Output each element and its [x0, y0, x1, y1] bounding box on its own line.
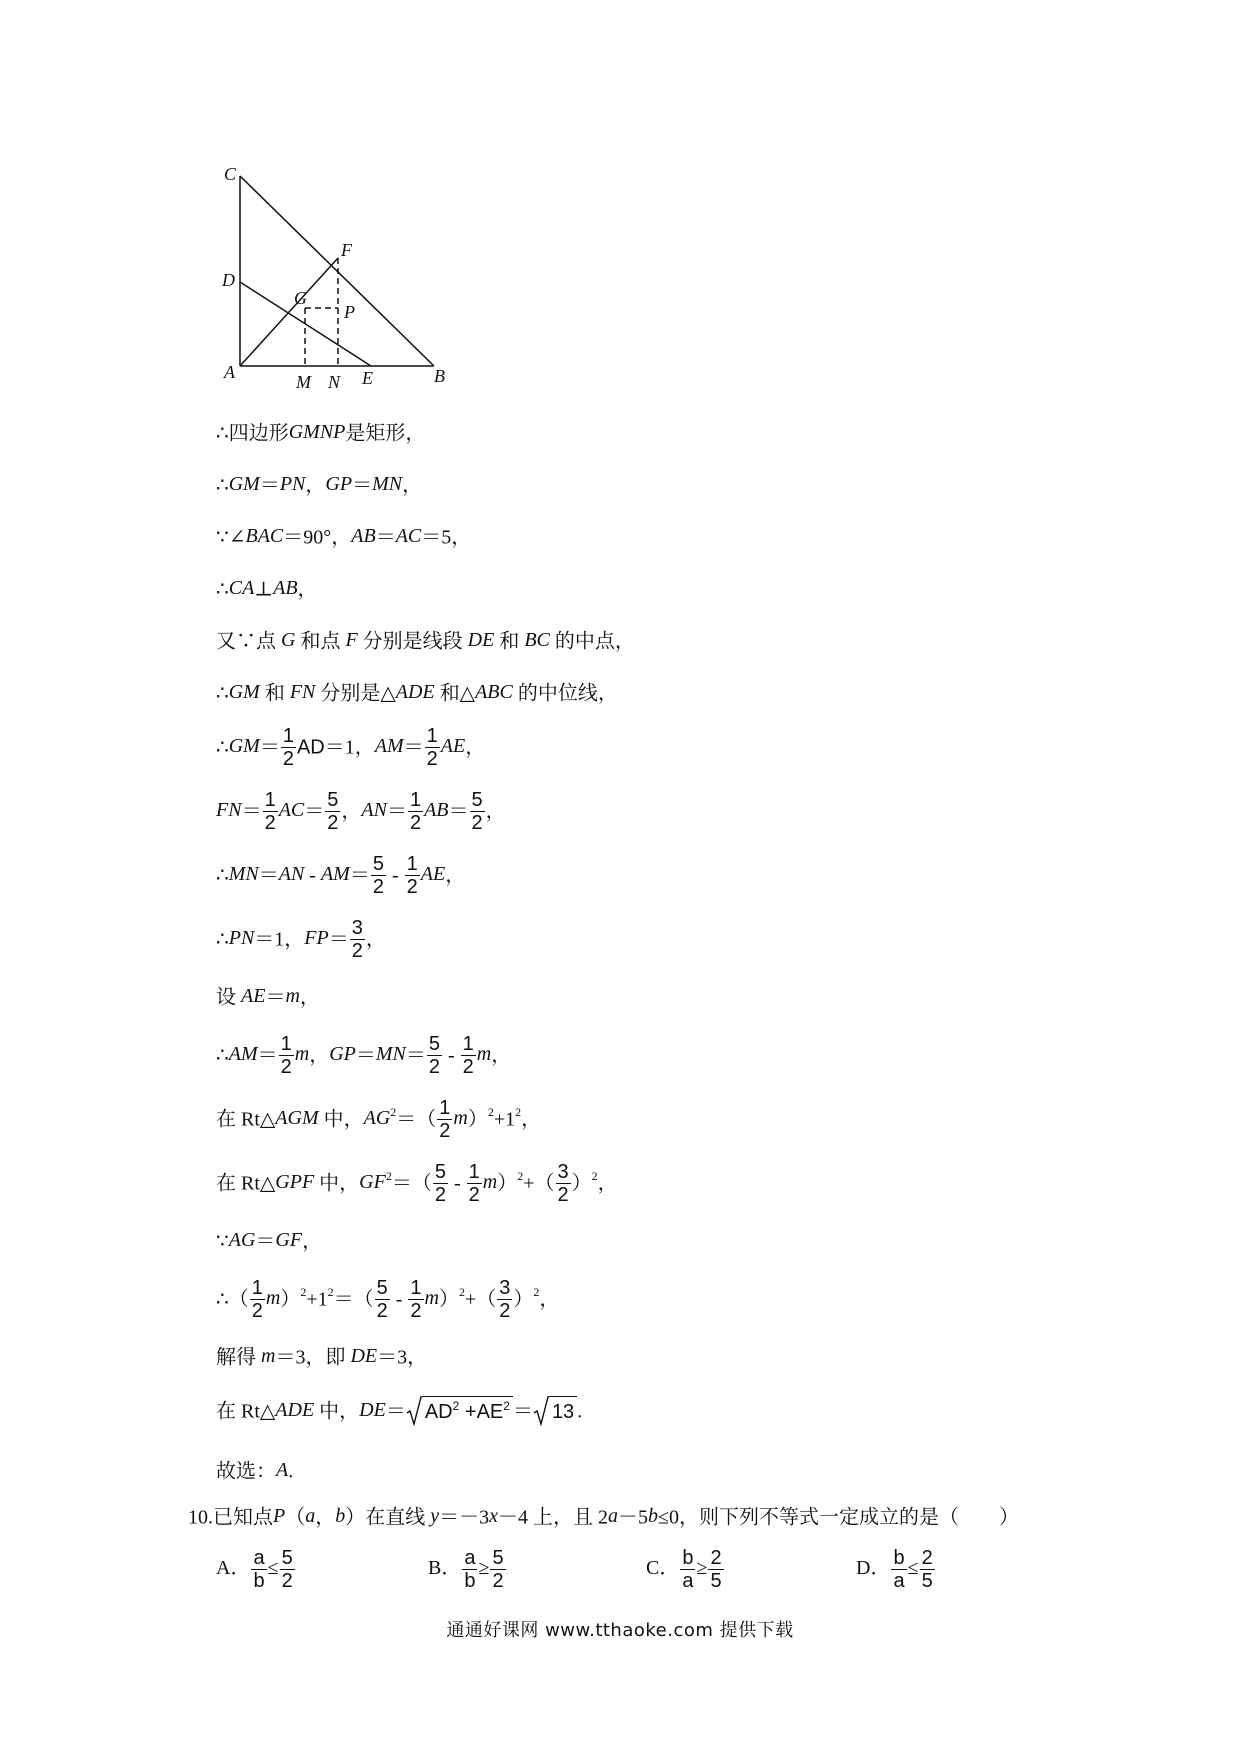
step-solve: 解得 m＝3，即 DE＝3，	[216, 1345, 428, 1369]
question-10: 10.已知点P（a，b）在直线 y＝－3x－4 上，且 2a－5b≤0，则下列不等式一定成立的是（ ）	[188, 1505, 1019, 1529]
step-fn-an: FN＝ $\frac{1}{2}$ AC＝ $\frac{5}{2}$ ，AN＝ $\frac{1}{2}$ AB＝ $\frac{5}{2}$ ，	[216, 788, 506, 834]
fraction: $\frac{1}{2}$	[251, 1276, 263, 1322]
fraction: $\frac{5}{2}$	[434, 1160, 446, 1206]
option-b[interactable]: B． $\frac{a}{b}$ ≥ $\frac{5}{2}$	[428, 1546, 504, 1592]
step-answer: 故选：A.	[216, 1459, 294, 1483]
label-d: D	[222, 270, 235, 290]
fraction: $\frac{1}{2}$	[409, 788, 422, 834]
square-root: 13	[533, 1396, 577, 1426]
segment-af	[240, 258, 338, 366]
step-gf-squared: 在 Rt△GPF 中，$GF^2=$（ $\frac{5}{2}$ - $\frac{1}{2}$ m）$^2$+（ $\frac{3}{2}$ ）$^2$，	[216, 1160, 618, 1206]
fraction: $\frac{5}{2}$	[376, 1276, 388, 1322]
fraction: $\frac{1}{2}$	[468, 1160, 480, 1206]
geometry-figure	[220, 160, 460, 400]
label-b: B	[434, 366, 445, 386]
label-f: F	[341, 240, 352, 260]
step-ag-squared: 在 Rt△AGM 中，$AG^2=$（ $\frac{1}{2}$ $m)^2+1^2$，	[216, 1096, 542, 1142]
fraction: $\frac{1}{2}$	[410, 1276, 422, 1322]
fraction: $\frac{5}{2}$	[471, 788, 483, 834]
label-a: A	[224, 362, 235, 382]
step-pn-fp: ∴PN＝1，FP＝ $\frac{3}{2}$ ，	[216, 916, 386, 962]
label-n: N	[328, 372, 341, 392]
fraction: $\frac{a}{b}$	[253, 1546, 265, 1592]
step-let-ae: 设 AE＝m，	[216, 985, 320, 1009]
label-c: C	[224, 164, 237, 184]
step-mn: ∴MN＝AN - AM＝ $\frac{5}{2}$ - $\frac{1}{2}$ AE，	[216, 852, 466, 898]
step-ag-eq-gf: ∵AG＝GF，	[216, 1229, 323, 1253]
fraction: $\frac{3}{2}$	[499, 1276, 511, 1322]
step-gm-am: ∴GM＝ $\frac{1}{2}$ AD＝1，AM＝ $\frac{1}{2}$ AE，	[216, 724, 486, 770]
option-a[interactable]: A． $\frac{a}{b}$ ≤ $\frac{5}{2}$	[216, 1546, 293, 1592]
label-m: M	[296, 372, 311, 392]
fraction: $\frac{1}{2}$	[280, 1032, 292, 1078]
fraction: $\frac{3}{2}$	[557, 1160, 569, 1206]
radical-sign-icon	[533, 1396, 549, 1426]
step-midpoints: 又∵点 G 和点 F 分别是线段 DE 和 BC 的中点，	[216, 629, 635, 653]
fraction: $\frac{a}{b}$	[464, 1546, 476, 1592]
label-p: P	[344, 302, 355, 322]
fraction: $\frac{1}{2}$	[264, 788, 276, 834]
segment-cb	[240, 176, 434, 366]
step-given-angle: ∵∠BAC＝90°，AB＝AC＝5，	[216, 525, 472, 549]
step-am-gp: ∴AM＝ $\frac{1}{2}$ m，GP＝MN＝ $\frac{5}{2}$ - $\frac{1}{2}$ m，	[216, 1032, 512, 1078]
step-equation: ∴（ $\frac{1}{2}$ $m)^2+1^2=$（ $\frac{5}{2}$ - $\frac{1}{2}$ m）$^2$+（ $\frac{3}{2}$ ）$^2$，	[216, 1276, 560, 1322]
fraction: $\frac{b}{a}$	[682, 1546, 694, 1592]
fraction: $\frac{5}{2}$	[492, 1546, 504, 1592]
fraction: $\frac{1}{2}$	[282, 724, 294, 770]
radical-sign-icon	[406, 1396, 422, 1426]
step-perpendicular: ∴CA⊥AB，	[216, 577, 318, 601]
fraction: $\frac{1}{2}$	[426, 724, 438, 770]
fraction: $\frac{5}{2}$	[428, 1032, 440, 1078]
step-midlines: ∴GM 和 FN 分别是△ADE 和△ABC 的中位线，	[216, 681, 618, 705]
fraction: $\frac{3}{2}$	[351, 916, 363, 962]
option-d[interactable]: D． $\frac{b}{a}$ ≤ $\frac{2}{5}$	[856, 1546, 933, 1592]
fraction: $\frac{2}{5}$	[921, 1546, 933, 1592]
fraction: $\frac{1}{2}$	[439, 1096, 451, 1142]
fraction: $\frac{2}{5}$	[710, 1546, 722, 1592]
step-de-result: 在 Rt△ADE 中，DE＝ $AD^2 +AE^2$ ＝ 13 .	[216, 1384, 582, 1436]
step-rectangle: ∴四边形GMNP是矩形，	[216, 421, 426, 445]
page-footer: 通通好课网 www.tthaoke.com 提供下载	[446, 1620, 794, 1641]
option-c[interactable]: C． $\frac{b}{a}$ ≥ $\frac{2}{5}$	[646, 1546, 722, 1592]
square-root: $AD^2 +AE^2$	[406, 1396, 513, 1426]
step-equal-sides: ∴GM＝PN，GP＝MN，	[216, 473, 423, 497]
fraction: $\frac{b}{a}$	[893, 1546, 905, 1592]
fraction: $\frac{5}{2}$	[372, 852, 384, 898]
fraction: $\frac{1}{2}$	[462, 1032, 474, 1078]
fraction: $\frac{5}{2}$	[327, 788, 339, 834]
label-e: E	[362, 368, 373, 388]
fraction: $\frac{5}{2}$	[281, 1546, 293, 1592]
label-g: G	[294, 288, 307, 308]
fraction: $\frac{1}{2}$	[406, 852, 418, 898]
